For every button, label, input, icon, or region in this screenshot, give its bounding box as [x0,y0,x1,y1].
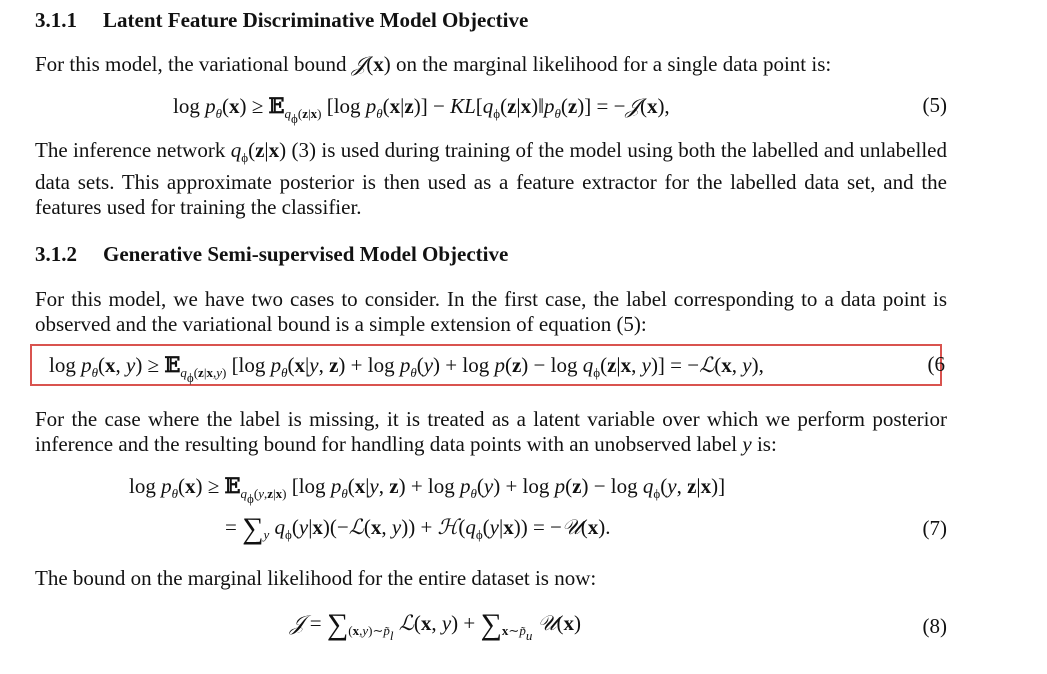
equation-5: $\log p_\theta(x)$ ≥ 𝔼$_{q_\phi(z|x)}$ [log $p_\theta(x|z)$] − $KL[q_\phi(z|x)‖p_\theta(z)]$ = −𝒥(x), [173,93,670,126]
paragraph-2: The inference network $q_\phi(z|x)$ (3) is used during training of the model using both the labelled and unlabelled data sets. This approximate posterior is then used as a feature extractor for the labelled data set, and the features used for training the classifier. [35,138,947,219]
equation-8: 𝒥 = $\sum_{(x,y)\sim p̃_l}$ ℒ(x, $y) + \sum_{x\sim p̃_u}$ 𝒰(x) [290,608,581,643]
paragraph-3: For this model, we have two cases to consider. In the first case, the label corresponding to a data point is observed and the variational bound is a simple extension of equation (5): [35,287,947,336]
section-title: Latent Feature Discriminative Model Objective [103,8,529,32]
equation-number-8: (8) [922,614,947,638]
paragraph-1: For this model, the variational bound 𝒥(x) on the marginal likelihood for a single data point is: [35,52,832,76]
section-heading-3-1-1 [35,8,528,33]
equation-number-6: (6 [927,352,945,376]
equation-number-7: (7) [922,516,947,540]
paragraph-4: For the case where the label is missing, it is treated as a latent variable over which we perform posterior inference and the resulting bound for handling data points with an unobserved label y is: [35,407,947,456]
paragraph-5: The bound on the marginal likelihood for the entire dataset is now: [35,566,597,590]
section-number: 3.1.1 [35,8,77,32]
section-number: 3.1.2 [35,242,77,266]
equation-7-line-1: $\log p_\theta(x)$ ≥ 𝔼$_{q_\phi(y,z|x)}$ [log $p_\theta(x|y$, $z) + \log p_\theta(y) + \log p(z) - \log q_\phi(y$, z|x)] [129,473,726,506]
equation-7-line-2: = $\sum_y$ $q_\phi(y|x)(-ℒ(x$, $y)) + ℋ(q_\phi(y|x))$ = −𝒰(x). [225,512,611,545]
equation-number-5: (5) [922,93,947,117]
section-heading-3-1-2 [35,242,508,267]
section-title: Generative Semi-supervised Model Objective [103,242,509,266]
equation-6: $\log p_\theta(x$, y) ≥ 𝔼$_{q_\phi(z|x,y)}$ [log $p_\theta(x|y$, $z) + \log p_\theta(y) + \log p(z) - \log q_\phi(z|x$, y)] = −ℒ(x, y), [49,352,764,385]
